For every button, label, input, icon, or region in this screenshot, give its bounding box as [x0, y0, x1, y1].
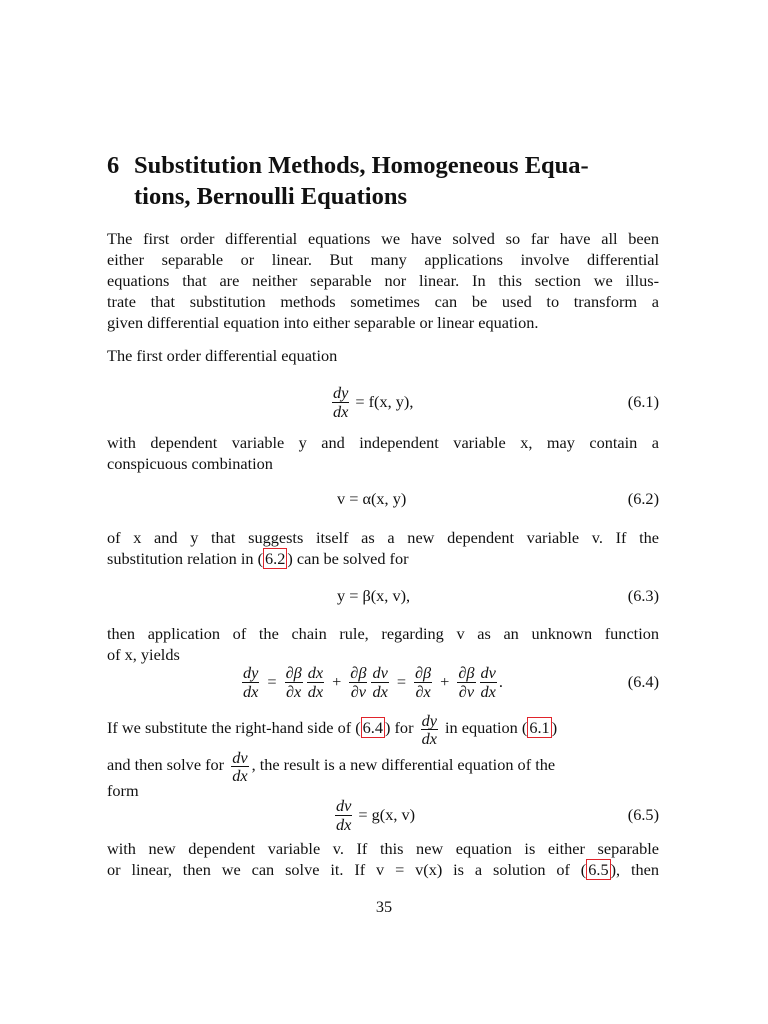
page-number: 35 — [375, 897, 393, 916]
fraction-dy-dx: $\frac{dy}{dx}$ — [333, 382, 349, 421]
paragraph-line: equations that are neither separable nor linear. In this section we illus- — [107, 271, 659, 290]
section-heading — [107, 150, 747, 212]
paragraph-line: The first order differential equations we have solved so far have all been — [107, 229, 659, 248]
equation-ref-link[interactable]: 6.4 — [362, 718, 384, 737]
section-title-line1: Substitution Methods, Homogeneous Equa- — [134, 152, 589, 179]
paragraph-line: either separable or linear. But many applications involve differential — [107, 250, 659, 269]
paragraph-substitution — [107, 527, 659, 569]
equation-body: v = α(x, y) — [337, 489, 407, 508]
equation-tag: (6.4) — [627, 672, 659, 691]
equation-6-4: $\frac{dy}{dx}$ = $\frac{\partial\beta}{\partial x}$ $\frac{dx}{dx}$ + $\frac{\partial\beta}{\partial v}$ $\frac{dv}{dx}$ = $\frac{\partial\beta}{\partial x}$ + $\frac{\partial\beta}{\partial v}$ $\frac{dv}{dx}$ . (6.4) — [107, 660, 659, 704]
paragraph-line: conspicuous combination — [107, 454, 273, 473]
paragraph-line: substitution relation in ( 6.2 ) can be solved for — [107, 549, 409, 568]
paragraph-chain-rule — [107, 623, 659, 665]
equation-6-3 — [107, 574, 659, 618]
equation-tag: (6.5) — [627, 805, 659, 824]
fraction-dy-dx: $\frac{dy}{dx}$ — [421, 710, 437, 748]
fraction-dv-dx: $\frac{dv}{dx}$ — [232, 747, 248, 785]
paragraph-intro — [107, 228, 659, 333]
equation-ref-link[interactable]: 6.1 — [529, 718, 550, 737]
paragraph-solve-for: and then solve for $\frac{dv}{dx}$ , the result is a new differential equation of the — [107, 747, 556, 785]
paragraph-substitute: If we substitute the right-hand side of ( 6.4 ) for $\frac{dy}{dx}$ in equation ( 6.1 ) — [107, 710, 558, 748]
equation-ref-link[interactable]: 6.2 — [265, 549, 286, 568]
equation-6-2 — [107, 477, 659, 521]
equation-body: y = β(x, v), — [337, 586, 411, 605]
equation-rhs: = f(x, y), — [355, 392, 414, 411]
paragraph-line: given differential equation into either separable or linear equation. — [107, 313, 539, 332]
equation-tag: (6.2) — [627, 489, 659, 508]
paragraph-line: or linear, then we can solve it. If v = v(x) is a solution of ( 6.5 ), then — [107, 860, 660, 879]
equation-tag: (6.3) — [627, 586, 659, 605]
equation-rhs: = g(x, v) — [358, 805, 416, 824]
paragraph-first-order: The first order differential equation — [107, 346, 338, 365]
paragraph-dependent — [107, 432, 659, 474]
paragraph-line: with dependent variable y and independent variable x, may contain a — [107, 433, 659, 452]
section-title-line2: tions, Bernoulli Equations — [134, 183, 407, 210]
equation-tag: (6.1) — [627, 392, 659, 411]
equation-6-5 — [107, 793, 659, 837]
equation-6-1 — [107, 380, 659, 424]
paragraph-new-variable — [107, 838, 659, 880]
paragraph-line: trate that substitution methods sometimes can be used to transform a — [107, 292, 659, 311]
paragraph-line: of x, yields — [107, 645, 180, 664]
section-number: 6 — [107, 152, 120, 179]
paragraph-line: then application of the chain rule, regarding v as an unknown function — [107, 624, 659, 643]
fraction-dv-dx: $\frac{dv}{dx}$ — [336, 795, 352, 834]
paragraph-form: form — [107, 781, 139, 800]
paragraph-line: of x and y that suggests itself as a new dependent variable v. If the — [107, 528, 659, 547]
equation-ref-link[interactable]: 6.5 — [588, 860, 609, 879]
paragraph-line: with new dependent variable v. If this new equation is either separable — [107, 839, 659, 858]
